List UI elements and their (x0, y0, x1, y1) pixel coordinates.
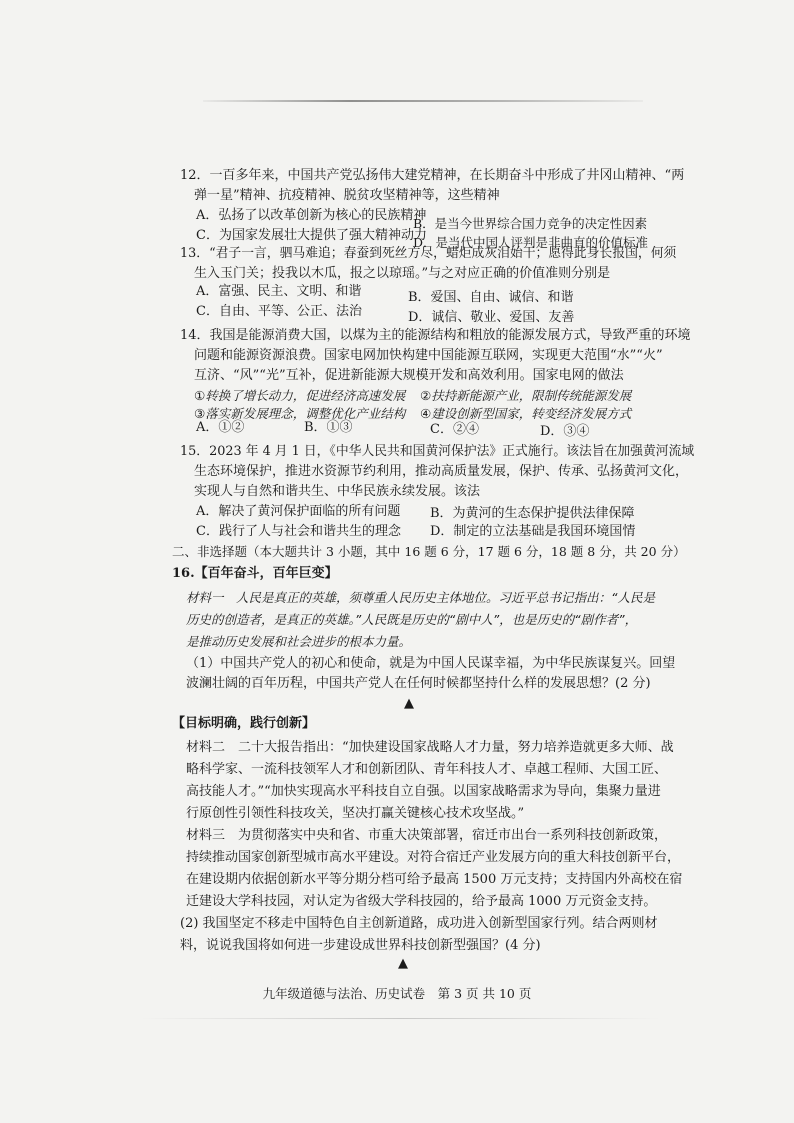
q12-option-b: B．是当今世界综合国力竞争的决定性因素 (413, 216, 648, 231)
q16-material1-line1: 材料一 人民是真正的英雄，须尊重人民历史主体地位。习近平总书记指出：“人民是 (186, 590, 655, 605)
answer-blank-marker-1: ▲ (404, 696, 414, 711)
scan-artifact-line (203, 100, 643, 102)
q16-question2-line1: (2) 我国坚定不移走中国特色自主创新道路，成功进入创新型国家行列。结合两则材 (180, 916, 658, 931)
q16-material3-line2: 持续推动国家创新型城市高水平建设。对符合宿迁产业发展方向的重大科技创新平台， (186, 850, 681, 865)
q16-material2-line3: 高技能人才。”“加快实现高水平科技自立自强。以国家战略需求为导向，集聚力量进 (186, 784, 661, 799)
q15-option-b: B．为黄河的生态保护提供法律保障 (430, 506, 635, 521)
page-footer: 九年级道德与法治、历史试卷 第 3 页 共 10 页 (262, 986, 532, 1001)
q15-option-a: A．解决了黄河保护面临的所有问题 (196, 504, 401, 519)
q14-statement-3: ③落实新发展理念，调整优化产业结构 (194, 406, 406, 421)
q14-option-d: D．③④ (540, 424, 590, 439)
q15-stem-line3: 实现人与自然和谐共生、中华民族永续发展。该法 (194, 484, 481, 499)
q14-option-b: B．①③ (304, 420, 353, 435)
q16-material1-line3: 是推动历史发展和社会进步的根本力量。 (186, 634, 412, 649)
q12-stem-line2: 弹一星”精神、抗疫精神、脱贫攻坚精神等，这些精神 (194, 188, 500, 203)
q12-option-c: C．为国家发展壮大提供了强大精神动力 (196, 228, 427, 243)
q13-option-b: B．爱国、自由、诚信、和谐 (408, 290, 574, 305)
q16-title: 16.【百年奋斗，百年巨变】 (172, 566, 338, 581)
q16-material3-line1: 材料三 为贯彻落实中央和省、市重大决策部署，宿迁市出台一系列科技创新政策， (186, 828, 668, 843)
q14-stem-line1: 14．我国是能源消费大国，以煤为主的能源结构和粗放的能源发展方式，导致严重的环境 (180, 328, 691, 343)
q16-question1-line1: （1）中国共产党人的初心和使命，就是为中国人民谋幸福，为中华民族谋复兴。回望 (186, 656, 676, 671)
q14-statement-4: ④建设创新型国家，转变经济发展方式 (420, 406, 632, 421)
q15-stem-line2: 生态环境保护，推进水资源节约利用，推动高质量发展，保护、传承、弘扬黄河文化， (194, 464, 689, 479)
q15-stem-line1: 15．2023 年 4 月 1 日，《中华人民共和国黄河保护法》正式施行。该法旨在加强黄河流域 (180, 444, 695, 459)
q13-option-a: A．富强、民主、文明、和谐 (196, 284, 362, 299)
q13-stem-line1: 13．“君子一言，驷马难追；春蚕到死丝方尽，蜡炬成灰泪始干；愿得此身长报国，何须 (180, 246, 677, 261)
scan-artifact-line-bottom (140, 1018, 660, 1019)
q13-stem-line2: 生入玉门关；投我以木瓜，报之以琼瑶。”与之对应正确的价值准则分别是 (194, 266, 611, 281)
q16-material2-line4: 行原创性引领性科技攻关，坚决打赢关键核心技术攻坚战。” (186, 806, 525, 821)
q13-option-d: D．诚信、敬业、爱国、友善 (408, 310, 575, 325)
q13-option-c: C．自由、平等、公正、法治 (196, 304, 362, 319)
q14-stem-line2: 问题和能源资源浪费。国家电网加快构建中国能源互联网，实现更大范围“水”“火” (194, 348, 663, 363)
q14-option-c: C．②④ (430, 422, 479, 437)
q16-material2-line2: 略科学家、一流科技领军人才和创新团队、青年科技人才、卓越工程师、大国工匠、 (186, 762, 668, 777)
q16-material1-line2: 历史的创造者，是真正的英雄。”人民既是历史的“剧中人”，也是历史的“剧作者”， (186, 612, 638, 627)
q16-material3-line4: 迁建设大学科技园，对认定为省级大学科技园的，给予最高 1000 万元资金支持。 (186, 894, 657, 909)
section-two-heading: 二、非选择题（本大题共计 3 小题，其中 16 题 6 分，17 题 6 分，18 题 8 分，共 20 分） (172, 544, 686, 559)
q15-option-d: D．制定的立法基础是我国环境国情 (430, 524, 636, 539)
answer-blank-marker-2: ▲ (398, 956, 408, 971)
q14-statement-1: ①转换了增长动力，促进经济高速发展 (194, 388, 406, 403)
q16-material3-line3: 在建设期内依据创新水平等分期分档可给予最高 1500 万元支持；支持国内外高校在宿 (186, 872, 683, 887)
q16-question1-line2: 波澜壮阔的百年历程，中国共产党人在任何时候都坚持什么样的发展思想？(2 分) (186, 676, 651, 691)
q16-material2-line1: 材料二 二十大报告指出：“加快建设国家战略人才力量，努力培养造就更多大师、战 (186, 740, 674, 755)
q12-option-d: D．是当代中国人评判是非曲直的价值标准 (413, 235, 649, 250)
q14-statement-2: ②扶持新能源产业，限制传统能源发展 (420, 388, 632, 403)
q15-option-c: C．践行了人与社会和谐共生的理念 (196, 524, 401, 539)
q12-option-a: A．弘扬了以改革创新为核心的民族精神 (196, 208, 427, 223)
q16-question2-line2: 料，说说我国将如何进一步建设成世界科技创新型强国？(4 分) (180, 938, 541, 953)
q14-option-a: A．①② (196, 420, 245, 435)
q16-section-title2: 【目标明确，践行创新】 (172, 716, 316, 731)
q12-stem-line1: 12．一百多年来，中国共产党弘扬伟大建党精神，在长期奋斗中形成了井冈山精神、“两 (180, 168, 685, 183)
q14-stem-line3: 互济、“风”“光”互补，促进新能源大规模开发和高效利用。国家电网的做法 (194, 368, 624, 383)
